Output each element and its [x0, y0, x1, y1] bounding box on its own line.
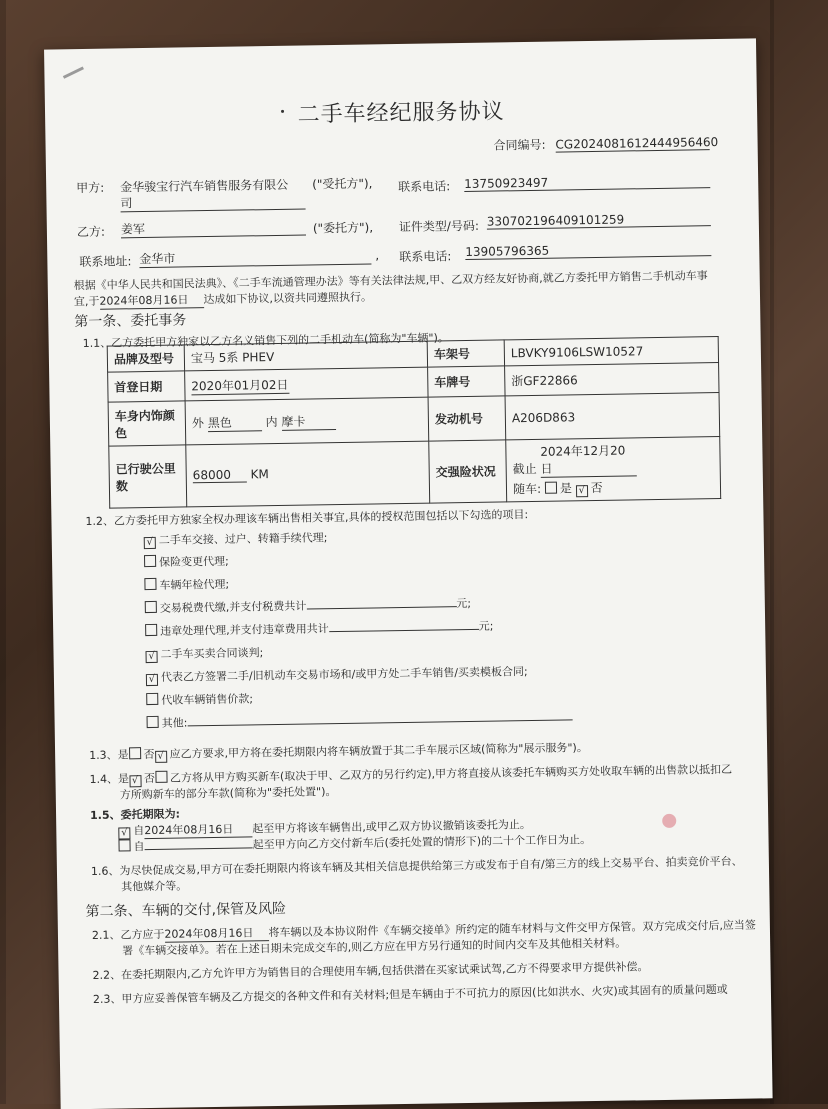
option-row: 保险变更代理; [144, 553, 229, 570]
party-a-phone: 13750923497 [464, 173, 710, 192]
option-row: 代收车辆销售价款; [146, 690, 253, 708]
engine-value: A206D863 [505, 393, 720, 440]
intro-line-2: 宜,于2024年08月16日 达成如下协议,以资共同遵照执行。 [73, 290, 373, 309]
option-row: √ 代表乙方签署二手/旧机动车交易市场和/或甲方处二手车销售/买卖模板合同; [146, 663, 528, 686]
insurance-date: 2024年12月20日 [540, 441, 637, 478]
clause-1-5-title: 1.5、委托期限为: [89, 807, 181, 822]
table-row: 车身内饰颜色 外 黑色 内 摩卡 发动机号 A206D863 [108, 393, 720, 447]
party-b-label: 乙方: [76, 224, 106, 240]
staple [63, 66, 84, 78]
clause-1-2: 1.2、乙方委托甲方独家全权办理该车辆出售相关事宜,具体的授权范围包括以下勾选的项目: [85, 508, 529, 528]
term-start-date: 2024年08月16日 [144, 820, 252, 839]
clause-2-1-line-2: 署《车辆交接单》。若在上述日期未完成交车的,则乙方应在甲方另行通知的时间内交车及其他相关材料。 [122, 936, 627, 958]
clause-1-4-yes-checkbox[interactable]: √ [129, 775, 141, 787]
option-checkbox[interactable]: √ [144, 537, 156, 549]
party-b-address-label: 联系地址: [79, 254, 132, 270]
insurance-label: 交强险状况 [429, 440, 507, 503]
party-b-id-label: 证件类型/号码: [398, 218, 480, 235]
clause-1-6-line-2: 其他媒介等。 [121, 879, 188, 894]
mileage-value: 68000 [193, 467, 247, 483]
option-checkbox[interactable]: √ [146, 674, 158, 686]
clause-1-3-yes-checkbox[interactable] [129, 747, 141, 759]
intro-line-1: 根据《中华人民共和国民法典》、《二手车流通管理办法》等有关法律法规,甲、乙双方经友好协商,就乙方委托甲方销售二手机动车事 [73, 269, 708, 293]
brand-label: 品牌及型号 [107, 345, 184, 372]
contract-number-label: 合同编号: [493, 137, 546, 153]
vin-label: 车架号 [427, 340, 504, 367]
reg-date-value: 2020年01月02日 [191, 375, 289, 395]
red-ink-mark [662, 814, 676, 828]
document-title: 二手车经纪服务协议 [297, 99, 505, 128]
option-checkbox[interactable] [145, 624, 157, 636]
party-b-id: 330702196409101259 [487, 211, 711, 230]
clause-2-1-line-1: 2.1、乙方应于2024年08月16日 将车辆以及本协议附件《车辆交接单》所约定的随车材料与文件交甲方保管。双方完成交付后,应当签 [91, 918, 756, 942]
party-a-role: ("受托方"), [312, 176, 373, 192]
clause-1-4: 1.4、是 √ 否 乙方将从甲方购买新车(取决于甲、乙双方的另行约定),甲方将直接从该委托车辆购买方处收取车辆的出售款以抵扣乙 [89, 762, 733, 787]
option-checkbox[interactable] [147, 716, 159, 728]
vehicle-table [107, 336, 721, 509]
reg-date-label: 首登日期 [108, 371, 185, 402]
option-row: √ 二手车买卖合同谈判; [145, 644, 263, 663]
option-checkbox[interactable] [144, 555, 156, 567]
section-2-title: 第二条、车辆的交付,保管及风险 [85, 900, 287, 921]
party-a-name-line1: 金华骏宝行汽车销售服务有限公 [120, 177, 289, 195]
option-row: 违章处理代理,并支付违章费用共计 元; [145, 618, 493, 639]
clause-1-4-line-2: 方所购新车的部分车款(简称为"委托处置")。 [119, 785, 337, 802]
contract-paper: 二手车经纪服务协议 合同编号: CG2024081612444956460 甲方: 金华骏宝行汽车销售服务有限公 司 ("受托方"), 联系电话: 13750923497 乙方: 姜军 ("委托方"), 证件类型/号码: 330702196409101259 联系地址: 金华市 , 联系电话: 13905796365 根据《中华人民共和国民法典》、《二手车流通管理办法》等有关法律法规,甲、乙双方经友好协商,就乙方委托甲方销售二手机动车事 宜,于2024年08月16日 达成如下协议,以资共同遵照执行。 第一条、委托事务 1.1、乙方委托甲方独家以乙方名义销售下列的二手机动车(简称为"车辆")。 品牌及型号 宝马 5系 PHEV 车架号 LBVKY9106LSW10527 首登日期 2020年01月02日 车牌号 浙GF22866 车身内饰颜色 外 黑色 内 摩卡 发动机号 A206D863 已行驶公里数 68000 KM 交强险状况 截止 2024年12月20日 随车: 是 √ 否 1.2、乙方委托甲方独家全权办理该车辆出售相关事宜,具体的授权范围包括以下勾选的项目: √ 二手车交接、过户、转籍手续代理; 保险变更代理; 车辆年检代理; 交易税费代缴,并支付税费共计 元; 违章处理代理,并支付违章费用共计 元; √ 二手车买卖合同谈判; √ 代表乙方签署二手/旧机动车交易市场和/或甲方处二手车销售/买卖模板合同; 代收车辆销售价款; 其他: 1.3、是 否 √ 应乙方要求,甲方将在委托期限内将车辆放置于其二手车展示区域(简称为"展示服务")。 1.4、是 √ 否 乙方将从甲方购买新车(取决于甲、乙双方的另行约定),甲方将直接从该委托车辆购买方处收取车辆的出售款以抵扣乙 方所购新车的部分车款(简称为"委托处置")。 1.5、委托期限为: √ 自2024年08月16日 起至甲方将该车辆售出,或甲乙双方协议撤销该委托为止。 自 起至甲方向乙方交付新车后(委托处置的情形下)的二十个工作日为止。 1.6、为尽快促成交易,甲方可在委托期限内将该车辆及其相关信息提供给第三方或发布于自有/第三方的线上交易平台、拍卖竞价平台、 其他媒介等。 第二条、车辆的交付,保管及风险 2.1、乙方应于2024年08月16日 将车辆以及本协议附件《车辆交接单》所约定的随车材料与文件交甲方保管。双方完成交付后,应当签 署《车辆交接单》。若在上述日期未完成交车的,则乙方应在甲方另行通知的时间内交车及其他相关材料。 2.2、在委托期限内,乙方允许甲方为销售目的合理使用车辆,包括供潜在买家试乘试驾,乙方不得要求甲方提供补偿。 2.3、甲方应妥善保管车辆及乙方提交的各种文件和有关材料;但是车辆由于不可抗力的原因(比如洪水、火灾)或其固有的质量问题或 [44, 38, 773, 1109]
option-row: 车辆年检代理; [144, 576, 229, 593]
mileage-label: 已行驶公里数 [109, 445, 187, 508]
party-a-phone-label: 联系电话: [398, 179, 451, 195]
brand-value: 宝马 5系 PHEV [184, 341, 427, 371]
clause-2-2: 2.2、在委托期限内,乙方允许甲方为销售目的合理使用车辆,包括供潜在买家试乘试驾,乙方不得要求甲方提供补偿。 [92, 960, 649, 982]
exterior-color: 黑色 [208, 413, 262, 432]
party-a-name-line2: 司 [120, 192, 305, 213]
engine-label: 发动机号 [428, 396, 506, 441]
clause-1-3: 1.3、是 否 √ 应乙方要求,甲方将在委托期限内将车辆放置于其二手车展示区域(简称为"展示服务")。 [89, 741, 588, 762]
clause-1-3-no-checkbox[interactable]: √ [155, 751, 167, 763]
plate-value: 浙GF22866 [505, 363, 719, 396]
party-b-name: 姜军 [121, 218, 306, 239]
table-row: 已行驶公里数 68000 KM 交强险状况 截止 2024年12月20日 随车: 是 √ 否 [109, 437, 721, 509]
party-b-address: 金华市 [139, 246, 371, 268]
intro-date: 2024年08月16日 [99, 291, 203, 310]
interior-color: 摩卡 [281, 412, 335, 431]
clause-1-5-row-2: 自 起至甲方向乙方交付新车后(委托处置的情形下)的二十个工作日为止。 [118, 831, 591, 854]
option-row: √ 二手车交接、过户、转籍手续代理; [144, 529, 328, 549]
option-row: 其他: [147, 708, 573, 731]
party-a-label: 甲方: [76, 180, 105, 196]
with-car-no-checkbox[interactable]: √ [576, 485, 588, 497]
plate-label: 车牌号 [428, 366, 505, 397]
option-checkbox[interactable] [146, 693, 158, 705]
term-option-2-checkbox[interactable] [118, 839, 130, 851]
vin-value: LBVKY9106LSW10527 [504, 337, 718, 366]
term-option-1-checkbox[interactable]: √ [118, 827, 130, 839]
color-label: 车身内饰颜色 [108, 401, 186, 446]
option-checkbox[interactable] [144, 578, 156, 590]
contract-number-value: CG2024081612444956460 [555, 135, 719, 152]
clause-1-1: 1.1、乙方委托甲方独家以乙方名义销售下列的二手机动车(简称为"车辆")。 [82, 331, 449, 351]
section-1-title: 第一条、委托事务 [74, 312, 187, 331]
with-car-yes-checkbox[interactable] [545, 482, 557, 494]
party-b-phone: 13905796365 [465, 241, 711, 260]
option-checkbox[interactable] [145, 601, 157, 613]
option-row: 交易税费代缴,并支付税费共计 元; [145, 595, 471, 616]
clause-2-3: 2.3、甲方应妥善保管车辆及乙方提交的各种文件和有关材料;但是车辆由于不可抗力的原因(比如洪水、火灾)或其固有的质量问题或 [92, 982, 728, 1006]
contract-number [493, 133, 719, 153]
option-checkbox[interactable]: √ [146, 651, 158, 663]
clause-1-5-row-1: √ 自2024年08月16日 起至甲方将该车辆售出,或甲乙双方协议撤销该委托为止。 [118, 816, 531, 839]
wood-grain [0, 0, 6, 1104]
party-b-phone-label: 联系电话: [399, 249, 452, 265]
party-b-role: ("委托方"), [312, 220, 374, 236]
clause-1-4-no-checkbox[interactable] [155, 771, 167, 783]
delivery-date: 2024年08月16日 [164, 924, 268, 943]
wood-grain [770, 0, 774, 1104]
clause-1-6-line-1: 1.6、为尽快促成交易,甲方可在委托期限内将该车辆及其相关信息提供给第三方或发布于自有/第三方的线上交易平台、拍卖竞价平台、 [90, 854, 743, 878]
